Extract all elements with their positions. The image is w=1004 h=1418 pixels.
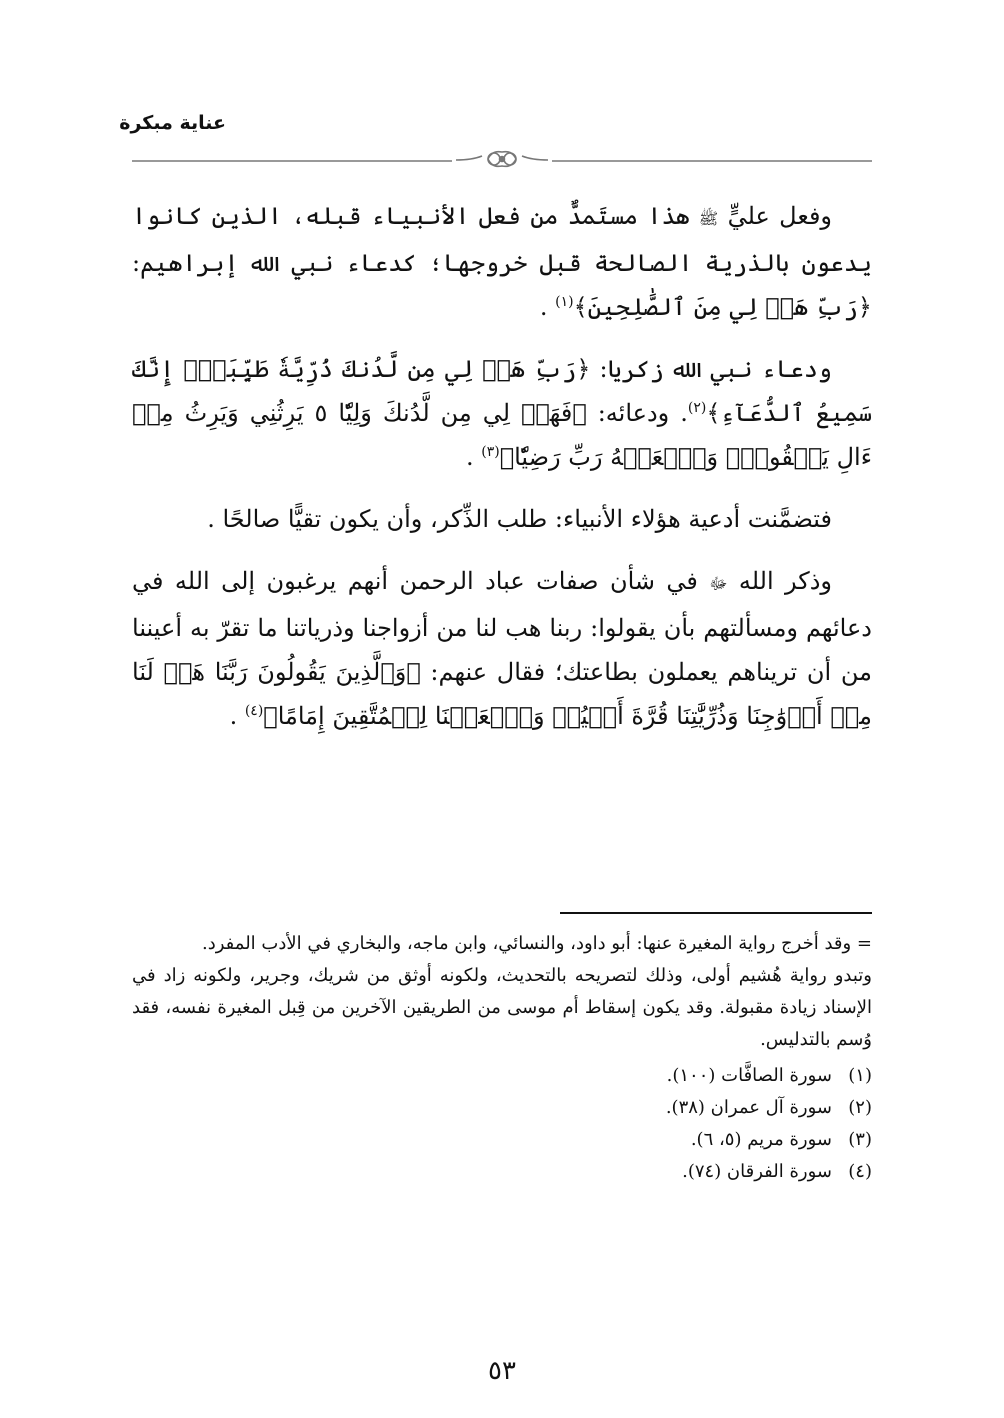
footnote-item xyxy=(132,1060,872,1092)
honorific-glyph: ﷻ xyxy=(709,574,728,593)
paragraph-2 xyxy=(132,347,872,479)
p1-text-after: هذا مستَمدٌّ من فعل الأنبياء قبله، الذين كانوا يدعون بالذرية الصالحة قبل خروجها؛ كدعاء نبي الله إبراهيم: xyxy=(132,202,872,277)
footnote-number: (٢) xyxy=(848,1097,872,1118)
footnote-item xyxy=(132,1156,872,1188)
footnote-item xyxy=(132,1124,872,1156)
paragraph-3 xyxy=(132,497,872,541)
main-text xyxy=(132,194,872,756)
paragraph-4 xyxy=(132,559,872,738)
footnote-ref[interactable]: (٢) xyxy=(687,400,707,416)
footnote-ref[interactable]: (١) xyxy=(555,294,574,310)
quran-verse: ﴿فَهَبۡ لِي مِن لَّدُنكَ وَلِيّٗا ٥ يَرِثُنِي وَيَرِثُ مِنۡ ءَالِ يَعۡقُوبَۖ وَٱجۡعَلۡهُ رَبِّ رَضِيّٗا﴾ xyxy=(132,399,872,471)
p4-text-b: في شأن صفات عباد الرحمن أنهم يرغبون إلى الله في دعائهم ومسألتهم بأن يقولوا: ربنا هب لنا من أزواجنا وذرياتنا ما تقرّ به أعيننا من أن تريناهم يعملون بطاعتك؛ فقال عنهم: xyxy=(132,567,872,686)
footnote-number: (١) xyxy=(848,1065,872,1086)
footnote-text: سورة مريم (٥، ٦). xyxy=(690,1129,832,1150)
footnote-number: (٤) xyxy=(848,1161,872,1182)
quran-verse: ﴿رَبِّ هَبۡ لِي مِن لَّدُنكَ ذُرِّيَّةٗ طَيِّبَةًۖ إِنَّكَ سَمِيعُ ٱلدُّعَآءِ﴾ xyxy=(132,355,873,427)
p3-text: فتضمَّنت أدعية هؤلاء الأنبياء: طلب الذِّكر، وأن يكون تقيًّا صالحًا . xyxy=(207,505,832,533)
footnote-item xyxy=(132,1092,872,1124)
footnote-text: سورة الصافَّات (١٠٠). xyxy=(666,1065,832,1086)
p2-text-a: ودعاء نبي الله زكريا: xyxy=(590,355,832,383)
honorific-glyph: ﷺ xyxy=(698,209,719,228)
footnote-text: سورة الفرقان (٧٤). xyxy=(682,1161,832,1182)
footnotes xyxy=(132,928,872,1188)
p4-text-a: وذكر الله xyxy=(727,567,832,595)
footnote-note: وتبدو رواية هُشيم أولى، وذلك لتصريحه بالتحديث، ولكونه أوثق من شريك، وجرير، ولكونه زاد في الإسناد زيادة مقبولة. وقد يكون إسقاط أم موسى من الطريقين الآخرين من قِبل المغيرة نفسه، فقد وُسم بالتدليس. xyxy=(132,965,872,1050)
footnote-ref[interactable]: (٣) xyxy=(481,444,500,460)
footnote-ref[interactable]: (٤) xyxy=(244,703,264,719)
footnote-text: سورة آل عمران (٣٨). xyxy=(665,1097,832,1118)
p1-text-before: وفعل عليٍّ xyxy=(718,202,832,230)
footnote-number: (٣) xyxy=(848,1129,872,1150)
floral-ornament-icon xyxy=(452,146,552,176)
p2-text-b: . ودعائه: xyxy=(586,399,688,427)
footnote-separator xyxy=(560,912,872,914)
p2-end: . xyxy=(465,443,482,471)
quran-verse: ﴿رَبِّ هَبۡ لِي مِنَ ٱلصَّٰلِحِينَ﴾ xyxy=(573,293,872,321)
p4-end: . xyxy=(229,702,245,730)
quran-verse: ﴿وَٱلَّذِينَ يَقُولُونَ رَبَّنَا هَبۡ لَنَا مِنۡ أَزۡوَٰجِنَا وَذُرِّيَّٰتِنَا قُرَّةَ أَعۡيُنٖ وَٱجۡعَلۡنَا لِلۡمُتَّقِينَ إِمَامًا﴾ xyxy=(132,658,872,730)
page-number: ٥٣ xyxy=(488,1356,516,1386)
running-header-title: عناية مبكرة xyxy=(119,112,226,134)
footnote-continuation: = وقد أخرج رواية المغيرة عنها: أبو داود، والنسائي، وابن ماجه، والبخاري في الأدب المفرد. xyxy=(202,933,872,954)
p1-end: . xyxy=(539,293,556,321)
paragraph-1 xyxy=(132,194,872,329)
